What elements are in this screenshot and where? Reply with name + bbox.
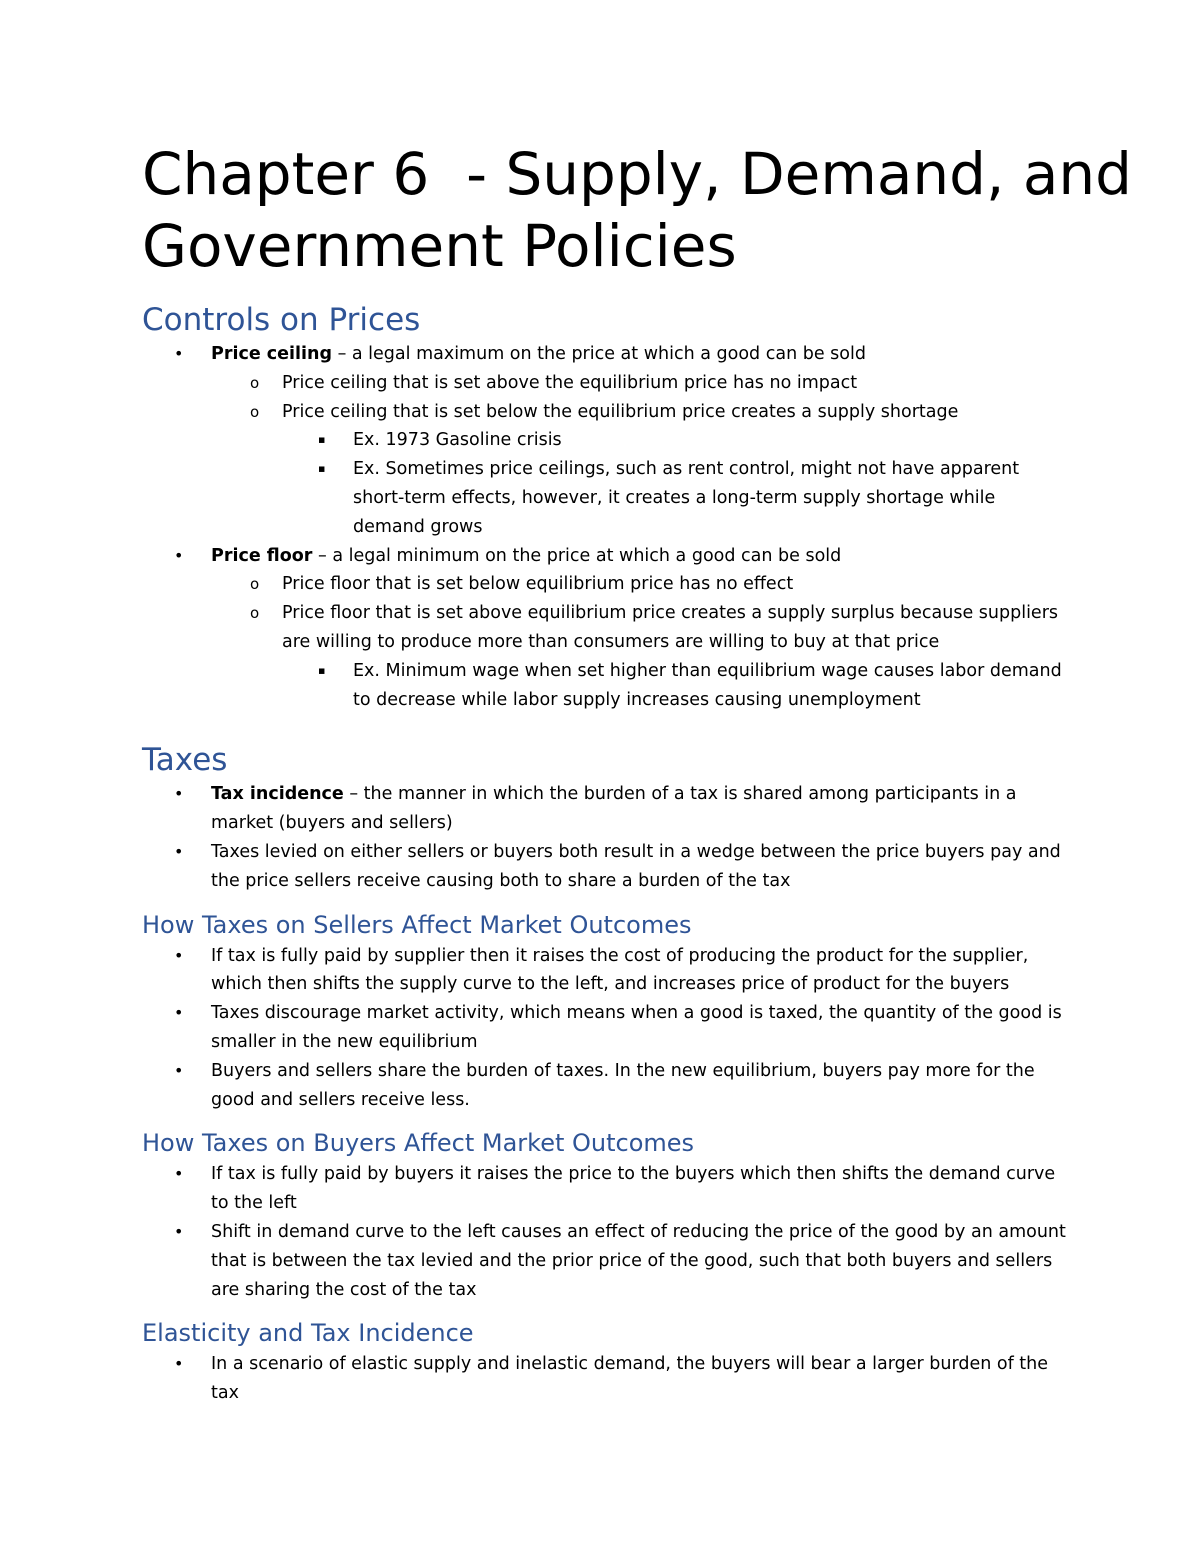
bullet-icon: • <box>174 1221 184 1241</box>
circle-bullet-icon: o <box>250 575 260 594</box>
list-item-text: Taxes levied on either sellers or buyers both result in a wedge between the price buyers pay and the price sellers receive causing both to share a burden of the tax <box>211 841 1061 891</box>
list-item <box>142 570 1072 599</box>
bullet-icon: • <box>174 784 184 804</box>
list-item-text: Buyers and sellers share the burden of taxes. In the new equilibrium, buyers pay more for the good and sellers receive less. <box>211 1060 1035 1110</box>
list-item <box>142 398 1072 427</box>
section-taxes <box>142 740 1072 895</box>
square-bullet-icon: ▪ <box>318 663 326 677</box>
elasticity-list <box>142 1350 1072 1408</box>
buyers-list <box>142 1160 1072 1304</box>
list-item <box>142 838 1072 896</box>
list-item-text: Shift in demand curve to the left causes an effect of reducing the price of the good by an amount that is between the tax levied and the prior price of the good, such that both buyers and sellers are sharing the cost of the tax <box>211 1221 1066 1300</box>
list-item <box>142 942 1072 1000</box>
title-line-2: Government Policies <box>142 212 737 280</box>
list-item-text: Ex. 1973 Gasoline crisis <box>353 430 562 451</box>
list-item-text: Ex. Minimum wage when set higher than equilibrium wage causes labor demand to decrease while labor supply increases causing unemployment <box>353 660 1062 710</box>
heading-elasticity-tax-incidence: Elasticity and Tax Incidence <box>142 1319 474 1348</box>
list-item <box>142 542 1072 571</box>
list-item <box>142 657 1072 715</box>
section-elasticity-tax-incidence <box>142 1316 1072 1408</box>
list-item <box>142 1218 1072 1304</box>
bullet-icon: • <box>174 545 184 565</box>
list-item <box>142 999 1072 1057</box>
bullet-icon: • <box>174 1003 184 1023</box>
heading-taxes-on-buyers: How Taxes on Buyers Affect Market Outcomes <box>142 1129 695 1158</box>
list-item-text: Price floor that is set below equilibrium price has no effect <box>282 574 794 595</box>
square-bullet-icon: ▪ <box>318 433 326 447</box>
bullet-icon: • <box>174 945 184 965</box>
circle-bullet-icon: o <box>250 373 260 392</box>
sellers-list <box>142 942 1072 1115</box>
list-item-text: If tax is fully paid by supplier then it raises the cost of producing the product for the supplier, which then shifts the supply curve to the left, and increases price of product for the buyers <box>211 945 1029 995</box>
circle-bullet-icon: o <box>250 604 260 623</box>
list-item <box>142 1160 1072 1218</box>
title-line-1: Chapter 6 - Supply, Demand, and <box>142 140 1132 208</box>
bullet-icon: • <box>174 1060 184 1080</box>
section-controls-on-prices <box>142 300 1072 714</box>
list-item <box>142 780 1072 838</box>
document-body <box>142 138 1132 1408</box>
list-item <box>142 340 1072 369</box>
list-item <box>142 369 1072 398</box>
term-price-ceiling: Price ceiling <box>211 344 333 364</box>
controls-list <box>142 340 1072 714</box>
list-item-text: Price floor that is set above equilibrium price creates a supply surplus because suppliers are willing to produce more than consumers are willing to buy at that price <box>282 603 1059 652</box>
heading-taxes: Taxes <box>142 742 228 779</box>
list-item-text: Price ceiling that is set above the equilibrium price has no impact <box>282 372 858 393</box>
list-item-text: In a scenario of elastic supply and inelastic demand, the buyers will bear a larger burden of the tax <box>211 1354 1049 1404</box>
list-item <box>142 599 1072 657</box>
page-title <box>142 138 1132 282</box>
list-item <box>142 455 1072 541</box>
list-item <box>142 1350 1072 1408</box>
heading-controls-on-prices: Controls on Prices <box>142 302 421 338</box>
term-tax-incidence: Tax incidence <box>211 784 344 805</box>
taxes-list <box>142 780 1072 895</box>
circle-bullet-icon: o <box>250 402 260 421</box>
bullet-icon: • <box>174 344 184 363</box>
bullet-icon: • <box>174 1164 184 1184</box>
bullet-icon: • <box>174 1354 184 1374</box>
bullet-icon: • <box>174 841 184 861</box>
list-item-text: Taxes discourage market activity, which means when a good is taxed, the quantity of the good is smaller in the new equilibrium <box>211 1003 1062 1052</box>
definition-price-floor: – a legal minimum on the price at which a good can be sold <box>312 545 842 566</box>
definition-price-ceiling: – a legal maximum on the price at which a good can be sold <box>332 344 866 364</box>
term-price-floor: Price floor <box>211 545 313 566</box>
list-item <box>142 1057 1072 1115</box>
section-taxes-on-sellers <box>142 908 1072 1115</box>
list-item-text: Ex. Sometimes price ceilings, such as rent control, might not have apparent short-term effects, however, it creates a long-term supply shortage while demand grows <box>353 459 1020 537</box>
section-taxes-on-buyers <box>142 1126 1072 1304</box>
list-item <box>142 426 1072 455</box>
square-bullet-icon: ▪ <box>318 462 326 476</box>
heading-taxes-on-sellers: How Taxes on Sellers Affect Market Outcomes <box>142 910 692 939</box>
list-item-text: Price ceiling that is set below the equilibrium price creates a supply shortage <box>282 401 959 422</box>
list-item-text: If tax is fully paid by buyers it raises the price to the buyers which then shifts the demand curve to the left <box>211 1164 1056 1214</box>
definition-tax-incidence: – the manner in which the burden of a tax is shared among participants in a market (buyers and sellers) <box>211 784 1017 834</box>
